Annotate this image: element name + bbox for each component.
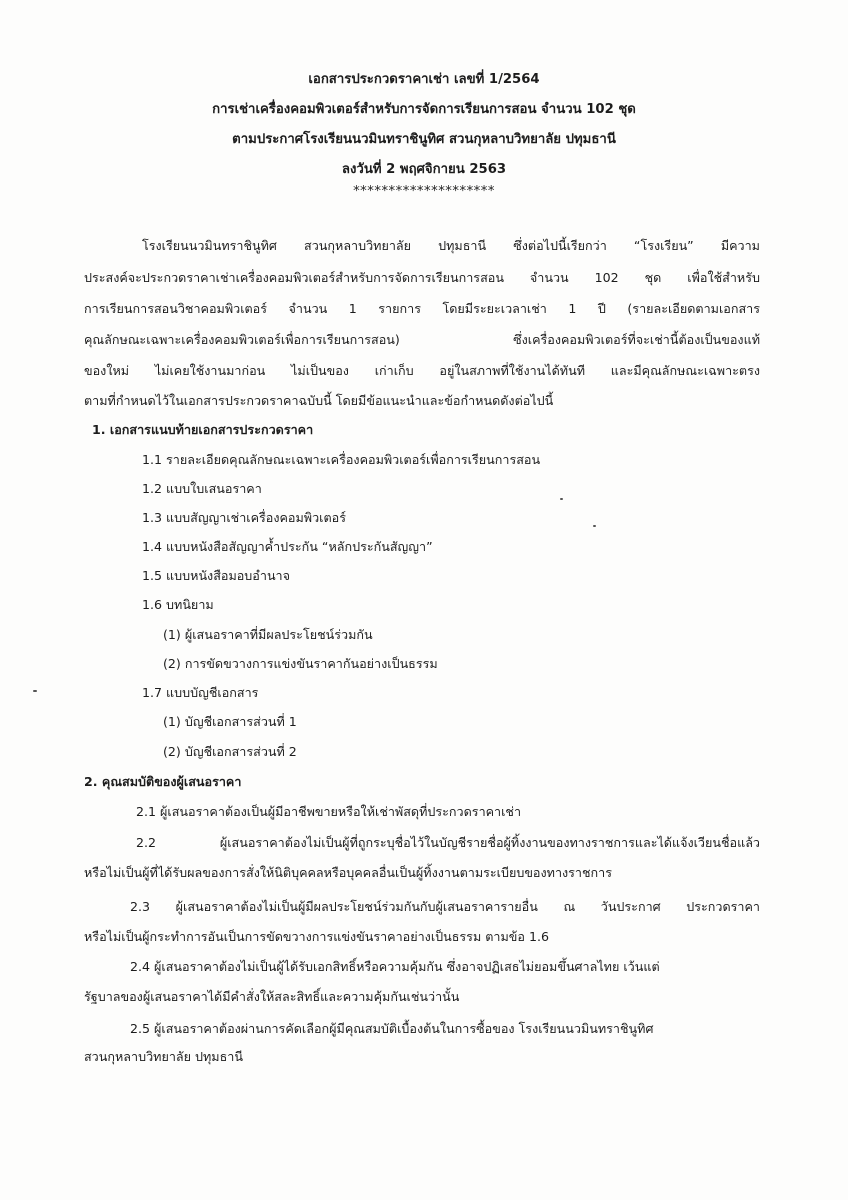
- section-2-heading: 2. คุณสมบัติของผู้เสนอราคา: [84, 774, 242, 789]
- section-1-subitem: (2) บัญชีเอกสารส่วนที่ 2: [163, 744, 297, 759]
- header-separator: ********************: [353, 184, 495, 199]
- section-2-line: 2.1 ผู้เสนอราคาต้องเป็นผู้มีอาชีพขายหรือให้เช่าพัสดุที่ประกวดราคาเช่า: [136, 804, 522, 819]
- scan-speck: [33, 690, 37, 692]
- intro-line-1: โรงเรียนนวมินทราชินูทิศ สวนกุหลาบวิทยาลัย ปทุมธานี ซึ่งต่อไปนี้เรียกว่า “โรงเรียน” มีความ: [142, 238, 760, 253]
- section-2-line: 2.3 ผู้เสนอราคาต้องไม่เป็นผู้มีผลประโยชน์ร่วมกันกับผู้เสนอราคารายอื่น ณ วันประกาศ ประกวดราคา: [130, 899, 760, 914]
- section-2-line: สวนกุหลาบวิทยาลัย ปทุมธานี: [84, 1049, 243, 1064]
- section-1-heading: 1. เอกสารแนบท้ายเอกสารประกวดราคา: [92, 422, 314, 437]
- section-2-line: 2.5 ผู้เสนอราคาต้องผ่านการคัดเลือกผู้มีคุณสมบัติเบื้องต้นในการซื้อของ โรงเรียนนวมินทราชินูทิศ: [130, 1021, 654, 1036]
- intro-line-5: ของใหม่ ไม่เคยใช้งานมาก่อน ไม่เป็นของ เก่าเก็บ อยู่ในสภาพที่ใช้งานได้ทันที และมีคุณลักษณะเฉพาะตรง: [84, 363, 760, 378]
- section-2-line: หรือไม่เป็นผู้ที่ได้รับผลของการสั่งให้นิติบุคคลหรือบุคคลอื่นเป็นผู้ทิ้งงานตามระเบียบของทางราชการ: [84, 865, 613, 880]
- section-1-item: 1.3 แบบสัญญาเช่าเครื่องคอมพิวเตอร์: [142, 510, 346, 525]
- section-2-line: หรือไม่เป็นผู้กระทำการอันเป็นการขัดขวางการแข่งขันราคาอย่างเป็นธรรม ตามข้อ 1.6: [84, 929, 550, 944]
- section-2-line: 2.2 ผู้เสนอราคาต้องไม่เป็นผู้ที่ถูกระบุชื่อไว้ในบัญชีรายชื่อผู้ทิ้งงานของทางราชการและได้แจ้งเวียนชื่อแล้ว: [136, 835, 760, 850]
- document-title: เอกสารประกวดราคาเช่า เลขที่ 1/2564: [308, 72, 540, 87]
- section-1-subitem: (1) ผู้เสนอราคาที่มีผลประโยชน์ร่วมกัน: [163, 627, 373, 642]
- scan-speck: [560, 498, 563, 500]
- section-1-item: 1.2 แบบใบเสนอราคา: [142, 481, 262, 496]
- section-1-item: 1.1 รายละเอียดคุณลักษณะเฉพาะเครื่องคอมพิวเตอร์เพื่อการเรียนการสอน: [142, 452, 541, 467]
- document-date: ลงวันที่ 2 พฤศจิกายน 2563: [341, 162, 507, 177]
- section-1-item: 1.5 แบบหนังสือมอบอำนาจ: [142, 568, 291, 583]
- scan-speck: [593, 525, 596, 527]
- section-1-item: 1.6 บทนิยาม: [142, 597, 214, 612]
- intro-line-3: การเรียนการสอนวิชาคอมพิวเตอร์ จำนวน 1 รายการ โดยมีระยะเวลาเช่า 1 ปี (รายละเอียดตามเอกสาร: [84, 301, 760, 316]
- intro-line-6: ตามที่กำหนดไว้ในเอกสารประกวดราคาฉบับนี้ โดยมีข้อแนะนำและข้อกำหนดดังต่อไปนี้: [84, 393, 554, 408]
- section-1-subitem: (2) การขัดขวางการแข่งขันราคากันอย่างเป็นธรรม: [163, 656, 438, 671]
- document-subject: การเช่าเครื่องคอมพิวเตอร์สำหรับการจัดการเรียนการสอน จำนวน 102 ชุด: [212, 102, 636, 117]
- intro-line-2: ประสงค์จะประกวดราคาเช่าเครื่องคอมพิวเตอร์สำหรับการจัดการเรียนการสอน จำนวน 102 ชุด เพื่อใช้สำหรับ: [84, 270, 760, 285]
- section-1-subitem: (1) บัญชีเอกสารส่วนที่ 1: [163, 714, 297, 729]
- section-1-item: 1.7 แบบบัญชีเอกสาร: [142, 685, 259, 700]
- section-1-item: 1.4 แบบหนังสือสัญญาค้ำประกัน “หลักประกันสัญญา”: [142, 539, 433, 554]
- intro-line-4: คุณลักษณะเฉพาะเครื่องคอมพิวเตอร์เพื่อการเรียนการสอน) ซึ่งเครื่องคอมพิวเตอร์ที่จะเช่านี้ต้องเป็นของแท้: [84, 332, 760, 347]
- section-2-line: รัฐบาลของผู้เสนอราคาได้มีคำสั่งให้สละสิทธิ์และความคุ้มกันเช่นว่านั้น: [84, 989, 460, 1004]
- section-2-line: 2.4 ผู้เสนอราคาต้องไม่เป็นผู้ได้รับเอกสิทธิ์หรือความคุ้มกัน ซึ่งอาจปฏิเสธไม่ยอมขึ้นศาลไทย เว้นแต่: [130, 959, 660, 974]
- document-announcer: ตามประกาศโรงเรียนนวมินทราชินูทิศ สวนกุหลาบวิทยาลัย ปทุมธานี: [232, 132, 616, 147]
